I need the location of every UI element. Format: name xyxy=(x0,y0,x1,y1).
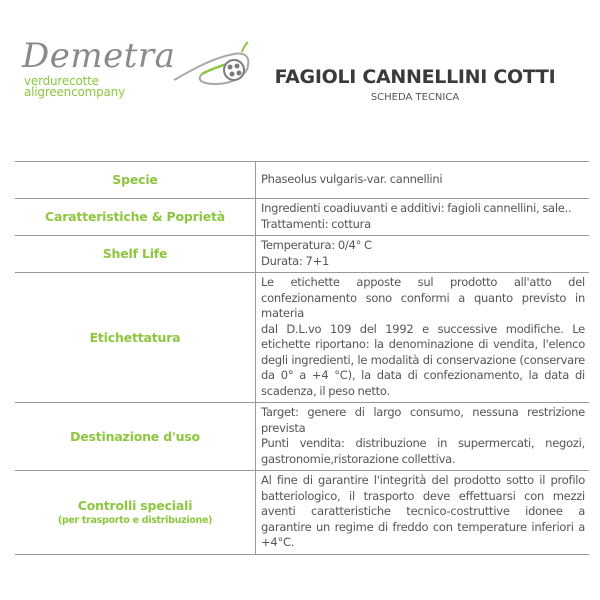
row-label-controlli: Controlli speciali (per trasporto e distribuzione) xyxy=(15,471,256,555)
row-value-controlli: Al fine di garantire l'integrità del prodotto sotto il profilo batteriologico, il trasporto deve effettuarsi con mezzi aventi caratteristiche tecnico-costruttive idonee a garantire un regime di freddo con temperature inferiori a +4°C. xyxy=(256,471,590,555)
row-value-specie: Phaseolus vulgaris-var. cannellini xyxy=(256,162,590,199)
product-title: FAGIOLI CANNELLINI COTTI xyxy=(274,66,556,88)
table-row xyxy=(15,162,589,199)
row-value-caratteristiche: Ingredienti coadiuvanti e additivi: fagioli cannellini, sale.. Trattamenti: cottura xyxy=(256,199,590,236)
table-row xyxy=(15,199,589,236)
row-label-caratteristiche: Caratteristiche & Poprietà xyxy=(15,199,256,236)
table-row xyxy=(15,403,589,471)
row-label-specie: Specie xyxy=(15,162,256,199)
company-logo xyxy=(22,36,247,100)
logo-tagline-1: verdurecotte xyxy=(24,74,99,88)
table-row xyxy=(15,273,589,403)
row-label-etichettatura: Etichettatura xyxy=(15,273,256,403)
row-value-etichettatura: Le etichette apposte sul prodotto all'atto del confezionamento sono conformi a quanto previsto in materia dal D.L.vo 109 del 1992 e successive modifiche. Le etichette riportano: la denominazione di vendita, l'elenco degli ingredienti, le modalità di conservazione (conservare da 0° a +4 °C), la data di confezionamento, la data di scadenza, il peso netto. xyxy=(256,273,590,403)
document-subtitle: SCHEDA TECNICA xyxy=(370,92,460,103)
spec-table xyxy=(15,161,589,555)
row-label-shelf-life: Shelf Life xyxy=(15,236,256,273)
logo-tagline-2: aligreencompany xyxy=(24,85,125,99)
row-sublabel-controlli: (per trasporto e distribuzione) xyxy=(57,514,213,526)
logo-script-text: Demetra xyxy=(22,36,176,76)
table-row xyxy=(15,236,589,273)
row-value-shelf-life: Temperatura: 0/4° C Durata: 7+1 xyxy=(256,236,590,273)
table-row xyxy=(15,471,589,555)
row-label-destinazione: Destinazione d'uso xyxy=(15,403,256,471)
row-value-destinazione: Target: genere di largo consumo, nessuna restrizione prevista Punti vendita: distribuzione in supermercati, negozi, gastronomie,ristorazione collettiva. xyxy=(256,403,590,471)
